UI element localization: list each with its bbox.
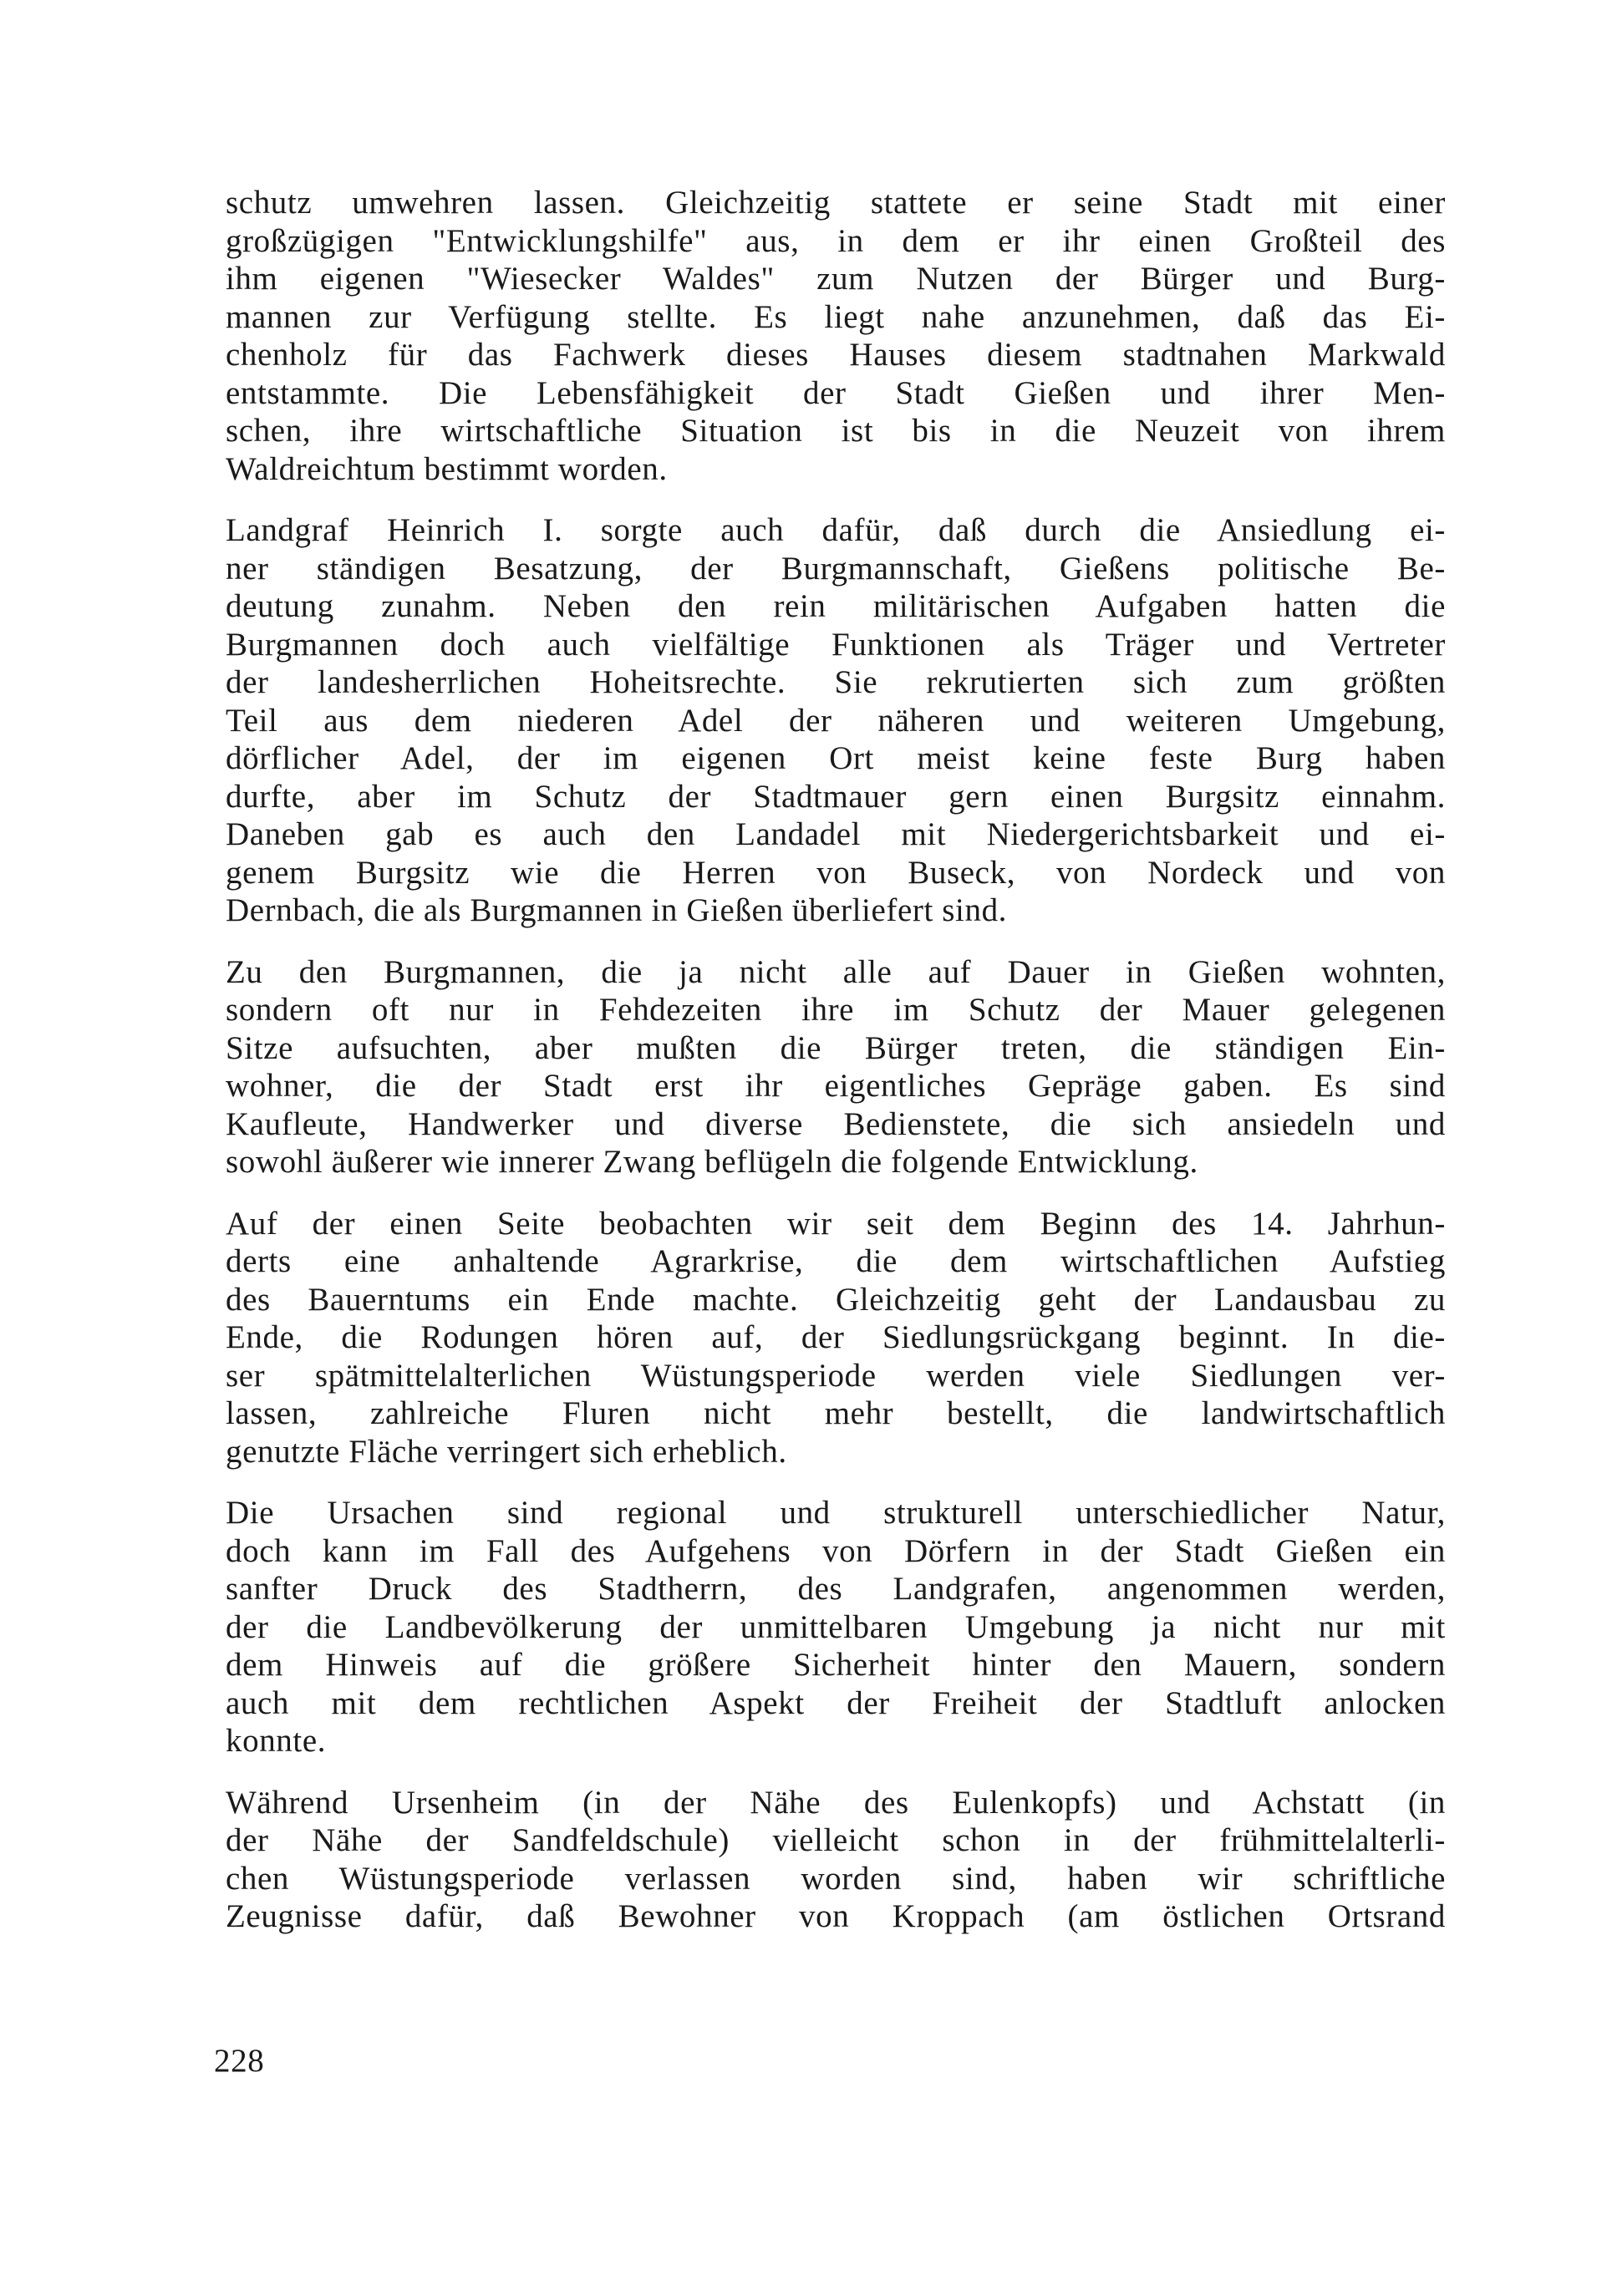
text-line: großzügigen "Entwicklungshilfe" aus, in dem er ihr einen Großteil des xyxy=(226,222,1446,259)
text-line: chen Wüstungsperiode verlassen worden sind, haben wir schriftliche xyxy=(226,1860,1446,1897)
text-line: Die Ursachen sind regional und strukturell unterschiedlicher Natur, xyxy=(226,1495,1446,1531)
paragraph-3 xyxy=(226,953,1446,1181)
text-line: entstammte. Die Lebensfähigkeit der Stadt Gießen und ihrer Men- xyxy=(226,374,1446,411)
text-line: durfte, aber im Schutz der Stadtmauer gern einen Burgsitz einnahm. xyxy=(226,778,1446,815)
text-line: Auf der einen Seite beobachten wir seit dem Beginn des 14. Jahrhun- xyxy=(226,1205,1446,1242)
text-line: schutz umwehren lassen. Gleichzeitig stattete er seine Stadt mit einer xyxy=(226,185,1446,221)
text-line: wohner, die der Stadt erst ihr eigentliches Gepräge gaben. Es sind xyxy=(226,1068,1446,1104)
paragraph-4 xyxy=(226,1205,1446,1471)
text-line: des Bauerntums ein Ende machte. Gleichzeitig geht der Landausbau zu xyxy=(226,1281,1446,1318)
text-line: chenholz für das Fachwerk dieses Hauses diesem stadtnahen Markwald xyxy=(226,337,1446,373)
text-line: mannen zur Verfügung stellte. Es liegt nahe anzunehmen, daß das Ei- xyxy=(226,298,1446,335)
paragraph-2 xyxy=(226,511,1446,930)
text-line: konnte. xyxy=(226,1723,327,1759)
text-line: Landgraf Heinrich I. sorgte auch dafür, daß durch die Ansiedlung ei- xyxy=(226,512,1446,548)
text-line: der Nähe der Sandfeldschule) vielleicht schon in der frühmittelalterli- xyxy=(226,1822,1446,1858)
text-line: ner ständigen Besatzung, der Burgmannschaft, Gießens politische Be- xyxy=(226,550,1446,587)
text-line: Zeugnisse dafür, daß Bewohner von Kroppach (am östlichen Ortsrand xyxy=(226,1898,1446,1934)
text-line: Kaufleute, Handwerker und diverse Bedienstete, die sich ansiedeln und xyxy=(226,1105,1446,1142)
text-line: Zu den Burgmannen, die ja nicht alle auf Dauer in Gießen wohnten, xyxy=(226,953,1446,990)
page-number: 228 xyxy=(214,2043,265,2079)
page-body xyxy=(226,184,1446,1959)
text-line: Teil aus dem niederen Adel der näheren und weiteren Umgebung, xyxy=(226,702,1446,739)
text-line: genutzte Fläche verringert sich erheblich. xyxy=(226,1433,787,1470)
text-line: sanfter Druck des Stadtherrn, des Landgrafen, angenommen werden, xyxy=(226,1571,1446,1607)
text-line: ihm eigenen "Wiesecker Waldes" zum Nutzen der Bürger und Burg- xyxy=(226,261,1446,297)
text-line: der die Landbevölkerung der unmittelbaren Umgebung ja nicht nur mit xyxy=(226,1608,1446,1645)
text-line: doch kann im Fall des Aufgehens von Dörfern in der Stadt Gießen ein xyxy=(226,1532,1446,1569)
text-line: Ende, die Rodungen hören auf, der Siedlungsrückgang beginnt. In die- xyxy=(226,1319,1446,1355)
text-line: deutung zunahm. Neben den rein militärischen Aufgaben hatten die xyxy=(226,588,1446,624)
text-line: derts eine anhaltende Agrarkrise, die dem wirtschaftlichen Aufstieg xyxy=(226,1243,1446,1279)
text-line: dem Hinweis auf die größere Sicherheit hinter den Mauern, sondern xyxy=(226,1647,1446,1683)
text-line: lassen, zahlreiche Fluren nicht mehr bestellt, die landwirtschaftlich xyxy=(226,1395,1446,1431)
text-line: der landesherrlichen Hoheitsrechte. Sie rekrutierten sich zum größten xyxy=(226,664,1446,700)
paragraph-1 xyxy=(226,184,1446,488)
text-line: schen, ihre wirtschaftliche Situation ist bis in die Neuzeit von ihrem xyxy=(226,413,1446,449)
text-line: Waldreichtum bestimmt worden. xyxy=(226,450,668,487)
text-line: Sitze aufsuchten, aber mußten die Bürger treten, die ständigen Ein- xyxy=(226,1029,1446,1066)
text-line: ser spätmittelalterlichen Wüstungsperiode werden viele Siedlungen ver- xyxy=(226,1357,1446,1394)
text-line: dörflicher Adel, der im eigenen Ort meist keine feste Burg haben xyxy=(226,740,1446,776)
text-line: sowohl äußerer wie innerer Zwang beflügeln die folgende Entwicklung. xyxy=(226,1144,1198,1180)
paragraph-5 xyxy=(226,1494,1446,1760)
text-line: Daneben gab es auch den Landadel mit Niedergerichtsbarkeit und ei- xyxy=(226,816,1446,852)
paragraph-6 xyxy=(226,1784,1446,1936)
text-line: Dernbach, die als Burgmannen in Gießen überliefert sind. xyxy=(226,892,1008,928)
text-line: genem Burgsitz wie die Herren von Buseck, von Nordeck und von xyxy=(226,854,1446,891)
text-line: Während Ursenheim (in der Nähe des Eulenkopfs) und Achstatt (in xyxy=(226,1784,1446,1821)
text-line: Burgmannen doch auch vielfältige Funktionen als Träger und Vertreter xyxy=(226,626,1446,663)
text-line: auch mit dem rechtlichen Aspekt der Freiheit der Stadtluft anlocken xyxy=(226,1684,1446,1721)
text-line: sondern oft nur in Fehdezeiten ihre im Schutz der Mauer gelegenen xyxy=(226,992,1446,1028)
